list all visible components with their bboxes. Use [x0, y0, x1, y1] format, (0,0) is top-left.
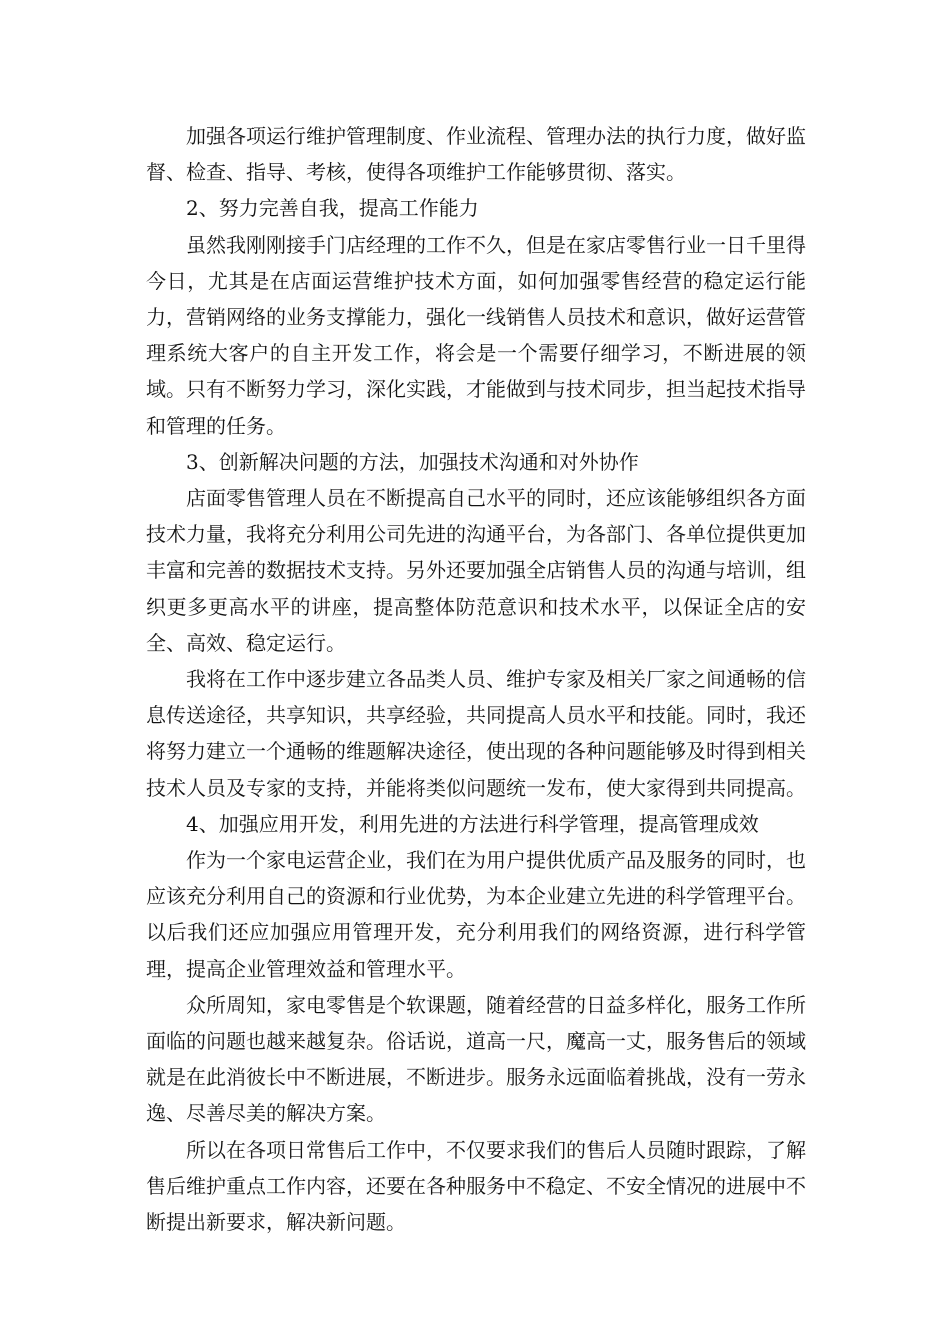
- paragraph-management-platform: 作为一个家电运营企业，我们在为用户提供优质产品及服务的同时，也应该充分利用自己的资源和行业优势，为本企业建立先进的科学管理平台。以后我们还应加强应用管理开发，充分利用我们的网络资源，进行科学管理，提高企业管理效益和管理水平。: [146, 848, 806, 981]
- paragraph-information-sharing: 我将在工作中逐步建立各品类人员、维护专家及相关厂家之间通畅的信息传送途径，共享知识，共享经验，共同提高人员水平和技能。同时，我还将努力建立一个通畅的维题解决途径，使出现的各种问题能够及时得到相关技术人员及专家的支持，并能将类似问题统一发布，使大家得到共同提高。: [146, 667, 806, 800]
- paragraph-maintenance-management: 加强各项运行维护管理制度、作业流程、管理办法的执行力度，做好监督、检查、指导、考核，使得各项维护工作能够贯彻、落实。: [146, 124, 806, 185]
- document-body: [146, 118, 806, 1240]
- paragraph-store-manager: 虽然我刚刚接手门店经理的工作不久，但是在家店零售行业一日千里得今日，尤其是在店面运营维护技术方面，如何加强零售经营的稳定运行能力，营销网络的业务支撑能力，强化一线销售人员技术和意识，做好运营管理系统大客户的自主开发工作，将会是一个需要仔细学习，不断进展的领域。只有不断努力学习，深化实践，才能做到与技术同步，担当起技术指导和管理的任务。: [146, 232, 806, 438]
- paragraph-technical-support: 店面零售管理人员在不断提高自己水平的同时，还应该能够组织各方面技术力量，我将充分利用公司先进的沟通平台，为各部门、各单位提供更加丰富和完善的数据技术支持。另外还要加强全店销售人员的沟通与培训，组织更多更高水平的讲座，提高整体防范意识和技术水平，以保证全店的安全、高效、稳定运行。: [146, 486, 806, 655]
- heading-innovate-methods: 3、创新解决问题的方法，加强技术沟通和对外协作: [186, 449, 639, 474]
- paragraph-service-challenges: 众所周知，家电零售是个软课题，随着经营的日益多样化，服务工作所面临的问题也越来越复杂。俗话说，道高一尺，魔高一丈，服务售后的领域就是在此消彼长中不断进展，不断进步。服务永远面临着挑战，没有一劳永逸、尽善尽美的解决方案。: [146, 992, 806, 1126]
- heading-improve-self: 2、努力完善自我，提高工作能力: [186, 196, 479, 221]
- heading-application-development: 4、加强应用开发，利用先进的方法进行科学管理，提高管理成效: [186, 811, 759, 836]
- paragraph-after-sales: 所以在各项日常售后工作中，不仅要求我们的售后人员随时跟踪，了解售后维护重点工作内容，还要在各种服务中不稳定、不安全情况的进展中不断提出新要求，解决新问题。: [146, 1137, 806, 1235]
